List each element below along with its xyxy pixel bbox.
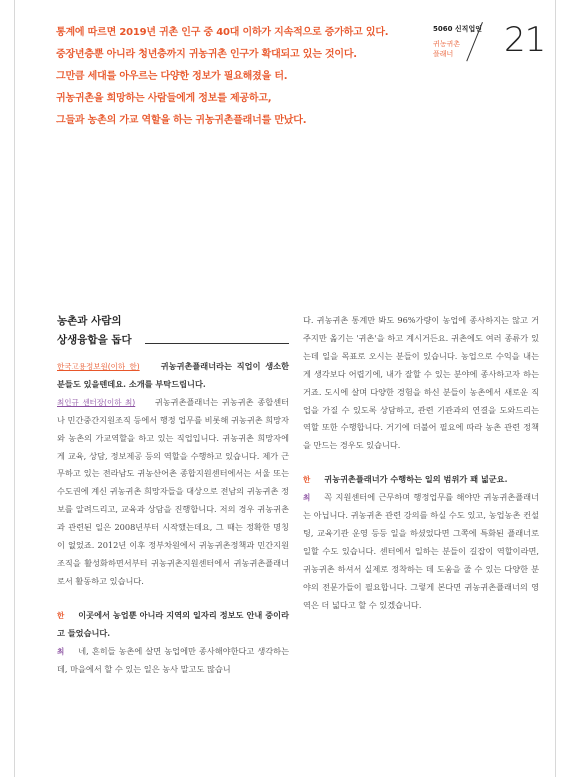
topic-line: 귀농귀촌 [433, 40, 461, 48]
question-block [57, 358, 289, 394]
section-heading [57, 312, 289, 350]
intro-line: 그들과 농촌의 가교 역할을 하는 귀농귀촌플래너를 만났다. [56, 115, 307, 126]
intro-line: 그만큼 세대를 아우르는 다양한 정보가 필요해졌을 터. [56, 71, 288, 82]
question-block [303, 471, 539, 489]
answer-block [57, 643, 289, 679]
answer-block [57, 394, 289, 591]
speaker-label-choi: 최인규 센터장(이하 최) [57, 397, 136, 407]
question-text: 귀농귀촌플래너가 수행하는 일의 범위가 꽤 넓군요. [324, 474, 508, 485]
left-column [57, 312, 289, 678]
intro-line: 통계에 따르면 2019년 귀촌 인구 중 40대 이하가 지속적으로 증가하고 있다. [56, 27, 389, 38]
answer-continued: 다. 귀농귀촌 통계만 봐도 96%가량이 농업에 종사하지는 않고 거주지만 옮기는 '귀촌'을 하고 계시거든요. 귀촌에도 여러 종류가 있는데 일을 목표로 오시는 분들이 있습니다. 농업으로 수익을 내는 게 생각보다 어렵기에, 내가 잘할 수 있는 분야에 종사하고자 하는 거죠. 도시에 살며 다양한 경험을 하신 분들이 농촌에서 새로운 직업을 가질 수 있도록 상담하고, 관련 기관과의 연결을 도와드리는 역할 또한 수행합니다. 거기에 더불어 필요에 따라 농촌 관련 정책을 만드는 경우도 있습니다. [303, 315, 539, 451]
answer-text: 꼭 지원센터에 근무하며 행정업무를 해야만 귀농귀촌플래너는 아닙니다. 귀농귀촌 관련 강의를 하실 수도 있고, 농업농촌 컨설팅, 교육기관 운영 등등 일을 하셨었다면 그쪽에 특화된 플래너로 일할 수도 있습니다. 센터에서 일하는 분들이 길잡이 역할이라면, 귀농귀촌 하셔서 실제로 정착하는 데 도움을 줄 수 있는 다양한 분야의 전문가들이 필요합니다. 그렇게 본다면 귀농귀촌플래너의 영역은 더 넓다고 할 수 있겠습니다. [303, 492, 539, 610]
speaker-label-han: 한국고용정보원(이하 한) [57, 362, 140, 371]
speaker-mark-choi: 최 [57, 646, 65, 656]
answer-text: 귀농귀촌플래너는 귀농귀촌 종합센터나 민간중간지원조직 등에서 행정 업무를 비롯해 귀농귀촌 희망자와 농촌의 가교역할을 하고 있는 직업입니다. 귀농귀촌 희망자에게 교육, 상담, 정보제공 등의 역할을 수행하고 있습니다. 제가 근무하고 있는 전라남도 귀농산어촌 종합지원센터에서는 서울 또는 수도권에 계신 귀농귀촌 희망자들을 대상으로 전남의 귀농귀촌 정보를 알려드리고, 교육과 상담을 진행합니다. 저의 경우 귀농귀촌과 관련된 일은 2008년부터 시작했는데요, 그 때는 정확한 명칭이 없었죠. 2012년 이후 정부차원에서 귀농귀촌정책과 민간지원조직을 활성화하면서부터 귀농귀촌지원센터에서 귀농귀촌플래너로서 활동하고 있습니다. [57, 396, 290, 586]
speaker-mark-han: 한 [303, 475, 311, 485]
heading-line: 상생융합을 돕다 [57, 334, 132, 346]
intro-lead [56, 22, 396, 132]
speaker-mark-han: 한 [57, 610, 65, 620]
heading-line: 농촌과 사람의 [57, 315, 122, 327]
page-number: 21 [504, 20, 546, 60]
speaker-mark-choi: 최 [303, 493, 311, 503]
topic-line: 플래너 [433, 50, 454, 58]
question-block [57, 607, 289, 643]
question-text: 이곳에서 농업뿐 아니라 지역의 일자리 정보도 안내 중이라고 들었습니다. [57, 609, 289, 638]
answer-text: 네, 흔히들 농촌에 살면 농업에만 종사해야한다고 생각하는데, 마을에서 할 수 있는 일은 농사 말고도 많습니 [57, 645, 289, 674]
right-column [303, 312, 539, 615]
intro-line: 귀농귀촌을 희망하는 사람들에게 정보를 제공하고, [56, 93, 272, 104]
intro-line: 중장년층뿐 아니라 청년층까지 귀농귀촌 인구가 확대되고 있는 것이다. [56, 49, 357, 60]
question-text: 귀농귀촌플래너라는 직업이 생소한 분들도 있을텐데요. 소개를 부탁드립니다. [57, 361, 290, 389]
series-title: 5060 신직업인 [433, 25, 482, 33]
heading-rule [145, 343, 289, 344]
answer-block [303, 489, 539, 614]
